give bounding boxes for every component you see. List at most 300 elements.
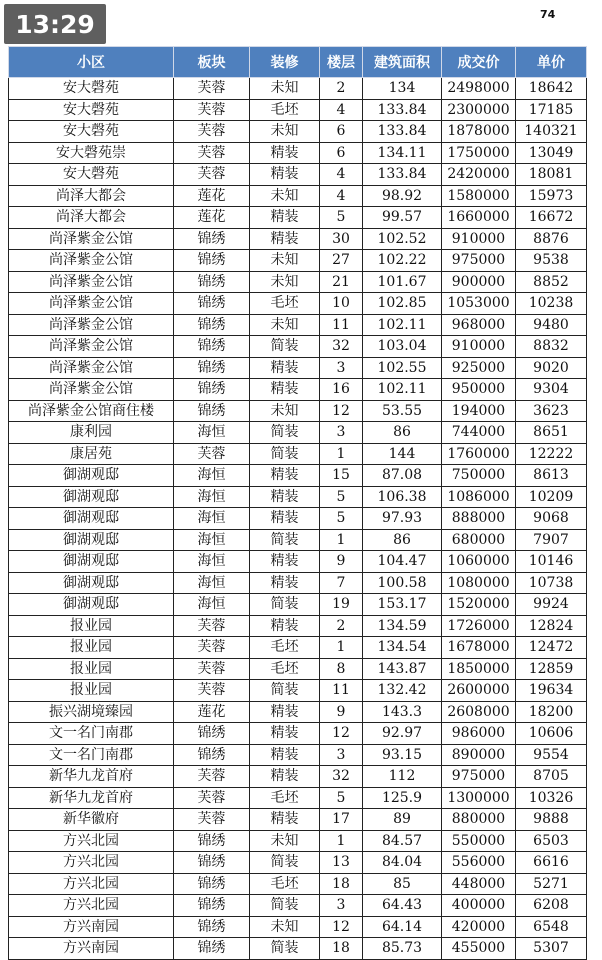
cell-unit-price: 9554	[516, 744, 587, 766]
cell-district: 锦绣	[174, 938, 250, 960]
cell-price: 1760000	[442, 443, 516, 465]
cell-district: 海恒	[174, 508, 250, 530]
cell-district: 海恒	[174, 486, 250, 508]
transaction-table	[8, 46, 587, 960]
cell-area: 102.55	[363, 357, 442, 379]
cell-floor: 3	[320, 357, 363, 379]
cell-price: 744000	[442, 422, 516, 444]
cell-community: 文一名门南郡	[9, 744, 174, 766]
cell-unit-price: 8852	[516, 271, 587, 293]
cell-community: 尚泽大都会	[9, 207, 174, 229]
cell-unit-price: 18081	[516, 164, 587, 186]
cell-price: 910000	[442, 336, 516, 358]
cell-community: 尚泽紫金公馆	[9, 379, 174, 401]
cell-unit-price: 9068	[516, 508, 587, 530]
cell-district: 锦绣	[174, 830, 250, 852]
cell-district: 莲花	[174, 185, 250, 207]
column-header-decoration: 装修	[250, 47, 320, 78]
cell-community: 新华九龙首府	[9, 766, 174, 788]
cell-floor: 5	[320, 787, 363, 809]
cell-district: 锦绣	[174, 357, 250, 379]
cell-price: 1060000	[442, 551, 516, 573]
cell-floor: 6	[320, 142, 363, 164]
cell-floor: 32	[320, 766, 363, 788]
cell-decoration: 未知	[250, 830, 320, 852]
cell-floor: 4	[320, 164, 363, 186]
table-row	[9, 185, 587, 207]
cell-community: 方兴北园	[9, 852, 174, 874]
table-header-row	[9, 47, 587, 78]
cell-community: 尚泽紫金公馆	[9, 357, 174, 379]
cell-community: 文一名门南郡	[9, 723, 174, 745]
cell-floor: 12	[320, 723, 363, 745]
cell-area: 87.08	[363, 465, 442, 487]
cell-community: 尚泽紫金公馆	[9, 336, 174, 358]
cell-community: 方兴北园	[9, 895, 174, 917]
cell-price: 680000	[442, 529, 516, 551]
cell-area: 134.54	[363, 637, 442, 659]
cell-district: 芙蓉	[174, 78, 250, 100]
table-row	[9, 809, 587, 831]
cell-district: 锦绣	[174, 852, 250, 874]
cell-community: 方兴北园	[9, 830, 174, 852]
cell-community: 安大磬苑崇	[9, 142, 174, 164]
cell-decoration: 精装	[250, 551, 320, 573]
page-number: 74	[540, 8, 556, 21]
table-row	[9, 830, 587, 852]
cell-unit-price: 15973	[516, 185, 587, 207]
cell-district: 海恒	[174, 551, 250, 573]
cell-district: 芙蓉	[174, 658, 250, 680]
cell-community: 御湖观邸	[9, 508, 174, 530]
cell-price: 910000	[442, 228, 516, 250]
table-row	[9, 594, 587, 616]
cell-district: 芙蓉	[174, 443, 250, 465]
cell-price: 880000	[442, 809, 516, 831]
cell-unit-price: 9924	[516, 594, 587, 616]
table-row	[9, 271, 587, 293]
cell-floor: 27	[320, 250, 363, 272]
cell-community: 安大磬苑	[9, 121, 174, 143]
cell-area: 134	[363, 78, 442, 100]
cell-price: 2608000	[442, 701, 516, 723]
cell-decoration: 未知	[250, 185, 320, 207]
table-row	[9, 723, 587, 745]
cell-district: 锦绣	[174, 314, 250, 336]
table-row	[9, 228, 587, 250]
cell-floor: 16	[320, 379, 363, 401]
cell-unit-price: 6208	[516, 895, 587, 917]
cell-district: 海恒	[174, 422, 250, 444]
cell-decoration: 毛坯	[250, 873, 320, 895]
cell-floor: 18	[320, 938, 363, 960]
cell-price: 1878000	[442, 121, 516, 143]
cell-decoration: 简装	[250, 529, 320, 551]
cell-area: 85	[363, 873, 442, 895]
cell-area: 53.55	[363, 400, 442, 422]
cell-floor: 5	[320, 486, 363, 508]
cell-area: 102.11	[363, 314, 442, 336]
table-row	[9, 787, 587, 809]
cell-floor: 11	[320, 314, 363, 336]
cell-district: 莲花	[174, 701, 250, 723]
cell-community: 安大磬苑	[9, 164, 174, 186]
cell-price: 194000	[442, 400, 516, 422]
cell-decoration: 未知	[250, 121, 320, 143]
cell-floor: 3	[320, 895, 363, 917]
cell-district: 海恒	[174, 529, 250, 551]
table-row	[9, 895, 587, 917]
cell-area: 102.11	[363, 379, 442, 401]
cell-decoration: 精装	[250, 744, 320, 766]
cell-community: 御湖观邸	[9, 594, 174, 616]
cell-floor: 9	[320, 701, 363, 723]
table-row	[9, 680, 587, 702]
table-body	[9, 78, 587, 960]
cell-area: 112	[363, 766, 442, 788]
cell-unit-price: 9480	[516, 314, 587, 336]
cell-district: 芙蓉	[174, 99, 250, 121]
cell-unit-price: 10606	[516, 723, 587, 745]
cell-area: 100.58	[363, 572, 442, 594]
cell-price: 750000	[442, 465, 516, 487]
table-row	[9, 78, 587, 100]
table-row	[9, 572, 587, 594]
cell-district: 锦绣	[174, 744, 250, 766]
table-row	[9, 250, 587, 272]
cell-community: 尚泽紫金公馆	[9, 250, 174, 272]
cell-floor: 1	[320, 529, 363, 551]
cell-decoration: 精装	[250, 142, 320, 164]
table-row	[9, 508, 587, 530]
cell-area: 104.47	[363, 551, 442, 573]
cell-decoration: 精装	[250, 357, 320, 379]
cell-community: 御湖观邸	[9, 465, 174, 487]
cell-floor: 32	[320, 336, 363, 358]
cell-unit-price: 12222	[516, 443, 587, 465]
table-row	[9, 99, 587, 121]
cell-unit-price: 9304	[516, 379, 587, 401]
cell-unit-price: 10238	[516, 293, 587, 315]
cell-area: 153.17	[363, 594, 442, 616]
cell-district: 芙蓉	[174, 164, 250, 186]
cell-price: 900000	[442, 271, 516, 293]
cell-price: 1850000	[442, 658, 516, 680]
cell-district: 芙蓉	[174, 809, 250, 831]
cell-unit-price: 18200	[516, 701, 587, 723]
cell-decoration: 精装	[250, 207, 320, 229]
cell-floor: 2	[320, 78, 363, 100]
cell-district: 锦绣	[174, 895, 250, 917]
cell-community: 新华九龙首府	[9, 787, 174, 809]
cell-decoration: 简装	[250, 680, 320, 702]
cell-district: 芙蓉	[174, 121, 250, 143]
column-header-unit-price: 单价	[516, 47, 587, 78]
cell-community: 尚泽紫金公馆	[9, 271, 174, 293]
cell-floor: 21	[320, 271, 363, 293]
table-row	[9, 336, 587, 358]
cell-price: 1300000	[442, 787, 516, 809]
table-row	[9, 465, 587, 487]
cell-floor: 9	[320, 551, 363, 573]
cell-decoration: 未知	[250, 400, 320, 422]
table-row	[9, 207, 587, 229]
cell-price: 975000	[442, 766, 516, 788]
cell-community: 尚泽紫金公馆	[9, 293, 174, 315]
cell-area: 89	[363, 809, 442, 831]
cell-price: 2498000	[442, 78, 516, 100]
cell-price: 1086000	[442, 486, 516, 508]
cell-decoration: 精装	[250, 465, 320, 487]
table-row	[9, 443, 587, 465]
cell-floor: 8	[320, 658, 363, 680]
cell-community: 报业园	[9, 658, 174, 680]
cell-decoration: 未知	[250, 250, 320, 272]
cell-area: 99.57	[363, 207, 442, 229]
table-row	[9, 744, 587, 766]
cell-unit-price: 9888	[516, 809, 587, 831]
cell-district: 锦绣	[174, 228, 250, 250]
cell-decoration: 精装	[250, 615, 320, 637]
cell-floor: 30	[320, 228, 363, 250]
cell-community: 方兴南园	[9, 938, 174, 960]
cell-community: 方兴北园	[9, 873, 174, 895]
cell-price: 1053000	[442, 293, 516, 315]
cell-decoration: 简装	[250, 336, 320, 358]
cell-decoration: 毛坯	[250, 658, 320, 680]
cell-district: 芙蓉	[174, 615, 250, 637]
cell-community: 报业园	[9, 680, 174, 702]
cell-price: 925000	[442, 357, 516, 379]
cell-unit-price: 12859	[516, 658, 587, 680]
cell-unit-price: 7907	[516, 529, 587, 551]
cell-district: 海恒	[174, 572, 250, 594]
cell-area: 134.11	[363, 142, 442, 164]
table-row	[9, 422, 587, 444]
cell-area: 132.42	[363, 680, 442, 702]
cell-community: 报业园	[9, 615, 174, 637]
cell-decoration: 未知	[250, 271, 320, 293]
cell-price: 2600000	[442, 680, 516, 702]
cell-community: 方兴南园	[9, 916, 174, 938]
cell-area: 85.73	[363, 938, 442, 960]
column-header-floor: 楼层	[320, 47, 363, 78]
cell-unit-price: 8651	[516, 422, 587, 444]
cell-floor: 12	[320, 400, 363, 422]
cell-unit-price: 12472	[516, 637, 587, 659]
cell-floor: 5	[320, 508, 363, 530]
cell-area: 125.9	[363, 787, 442, 809]
cell-decoration: 简装	[250, 852, 320, 874]
cell-district: 芙蓉	[174, 766, 250, 788]
cell-decoration: 毛坯	[250, 99, 320, 121]
cell-decoration: 精装	[250, 486, 320, 508]
cell-district: 锦绣	[174, 379, 250, 401]
table-row	[9, 701, 587, 723]
cell-unit-price: 12824	[516, 615, 587, 637]
table-row	[9, 615, 587, 637]
cell-community: 御湖观邸	[9, 529, 174, 551]
cell-unit-price: 3623	[516, 400, 587, 422]
cell-area: 102.22	[363, 250, 442, 272]
cell-area: 143.3	[363, 701, 442, 723]
cell-unit-price: 10209	[516, 486, 587, 508]
cell-unit-price: 8613	[516, 465, 587, 487]
cell-area: 133.84	[363, 99, 442, 121]
table-row	[9, 164, 587, 186]
cell-price: 968000	[442, 314, 516, 336]
cell-floor: 1	[320, 830, 363, 852]
cell-area: 133.84	[363, 121, 442, 143]
cell-unit-price: 8705	[516, 766, 587, 788]
cell-price: 888000	[442, 508, 516, 530]
cell-price: 455000	[442, 938, 516, 960]
table-row	[9, 637, 587, 659]
cell-district: 锦绣	[174, 400, 250, 422]
cell-price: 2300000	[442, 99, 516, 121]
table-row	[9, 916, 587, 938]
cell-price: 556000	[442, 852, 516, 874]
cell-decoration: 精装	[250, 379, 320, 401]
cell-community: 安大磬苑	[9, 78, 174, 100]
cell-community: 振兴湖境臻园	[9, 701, 174, 723]
cell-area: 98.92	[363, 185, 442, 207]
cell-community: 安大磬苑	[9, 99, 174, 121]
cell-area: 133.84	[363, 164, 442, 186]
cell-decoration: 精装	[250, 809, 320, 831]
table-row	[9, 121, 587, 143]
cell-decoration: 未知	[250, 314, 320, 336]
cell-area: 102.85	[363, 293, 442, 315]
cell-area: 144	[363, 443, 442, 465]
cell-district: 莲花	[174, 207, 250, 229]
cell-floor: 10	[320, 293, 363, 315]
cell-decoration: 简装	[250, 594, 320, 616]
cell-community: 尚泽紫金公馆	[9, 314, 174, 336]
cell-price: 550000	[442, 830, 516, 852]
cell-district: 锦绣	[174, 873, 250, 895]
cell-unit-price: 8832	[516, 336, 587, 358]
table-row	[9, 529, 587, 551]
cell-price: 986000	[442, 723, 516, 745]
cell-price: 2420000	[442, 164, 516, 186]
cell-unit-price: 10146	[516, 551, 587, 573]
table-row	[9, 873, 587, 895]
cell-district: 芙蓉	[174, 787, 250, 809]
cell-price: 400000	[442, 895, 516, 917]
cell-decoration: 未知	[250, 78, 320, 100]
table-row	[9, 400, 587, 422]
cell-price: 1750000	[442, 142, 516, 164]
cell-decoration: 精装	[250, 723, 320, 745]
cell-community: 尚泽紫金公馆商住楼	[9, 400, 174, 422]
cell-community: 尚泽紫金公馆	[9, 228, 174, 250]
cell-price: 1678000	[442, 637, 516, 659]
cell-floor: 1	[320, 637, 363, 659]
table-row	[9, 314, 587, 336]
cell-decoration: 简装	[250, 422, 320, 444]
cell-area: 101.67	[363, 271, 442, 293]
cell-unit-price: 6616	[516, 852, 587, 874]
column-header-price: 成交价	[442, 47, 516, 78]
cell-unit-price: 19634	[516, 680, 587, 702]
cell-floor: 4	[320, 185, 363, 207]
cell-floor: 5	[320, 207, 363, 229]
cell-floor: 12	[320, 916, 363, 938]
cell-area: 143.87	[363, 658, 442, 680]
cell-decoration: 简装	[250, 938, 320, 960]
cell-district: 芙蓉	[174, 637, 250, 659]
cell-floor: 4	[320, 99, 363, 121]
cell-unit-price: 140321	[516, 121, 587, 143]
cell-district: 海恒	[174, 594, 250, 616]
cell-floor: 2	[320, 615, 363, 637]
cell-district: 锦绣	[174, 916, 250, 938]
cell-decoration: 精装	[250, 164, 320, 186]
cell-floor: 13	[320, 852, 363, 874]
cell-community: 尚泽大都会	[9, 185, 174, 207]
cell-decoration: 未知	[250, 916, 320, 938]
cell-district: 锦绣	[174, 271, 250, 293]
cell-unit-price: 10738	[516, 572, 587, 594]
cell-decoration: 精装	[250, 572, 320, 594]
column-header-community: 小区	[9, 47, 174, 78]
table-row	[9, 293, 587, 315]
cell-unit-price: 17185	[516, 99, 587, 121]
cell-price: 975000	[442, 250, 516, 272]
cell-area: 106.38	[363, 486, 442, 508]
cell-unit-price: 13049	[516, 142, 587, 164]
cell-floor: 3	[320, 422, 363, 444]
cell-decoration: 精装	[250, 766, 320, 788]
cell-price: 950000	[442, 379, 516, 401]
cell-community: 报业园	[9, 637, 174, 659]
cell-floor: 1	[320, 443, 363, 465]
cell-district: 锦绣	[174, 723, 250, 745]
cell-area: 97.93	[363, 508, 442, 530]
cell-community: 御湖观邸	[9, 551, 174, 573]
cell-decoration: 精装	[250, 228, 320, 250]
cell-area: 86	[363, 529, 442, 551]
table-row	[9, 357, 587, 379]
cell-unit-price: 5271	[516, 873, 587, 895]
cell-area: 102.52	[363, 228, 442, 250]
cell-price: 1580000	[442, 185, 516, 207]
cell-price: 1080000	[442, 572, 516, 594]
cell-community: 新华徽府	[9, 809, 174, 831]
cell-district: 锦绣	[174, 293, 250, 315]
cell-floor: 15	[320, 465, 363, 487]
status-time: 13:29	[4, 4, 106, 44]
table-row	[9, 486, 587, 508]
cell-unit-price: 9538	[516, 250, 587, 272]
cell-price: 890000	[442, 744, 516, 766]
cell-unit-price: 9020	[516, 357, 587, 379]
cell-unit-price: 16672	[516, 207, 587, 229]
table-row	[9, 379, 587, 401]
cell-district: 锦绣	[174, 250, 250, 272]
cell-area: 134.59	[363, 615, 442, 637]
cell-area: 64.43	[363, 895, 442, 917]
cell-decoration: 毛坯	[250, 637, 320, 659]
cell-area: 84.04	[363, 852, 442, 874]
cell-decoration: 毛坯	[250, 787, 320, 809]
cell-decoration: 精装	[250, 701, 320, 723]
cell-area: 92.97	[363, 723, 442, 745]
table-row	[9, 551, 587, 573]
column-header-area: 建筑面积	[363, 47, 442, 78]
column-header-district: 板块	[174, 47, 250, 78]
